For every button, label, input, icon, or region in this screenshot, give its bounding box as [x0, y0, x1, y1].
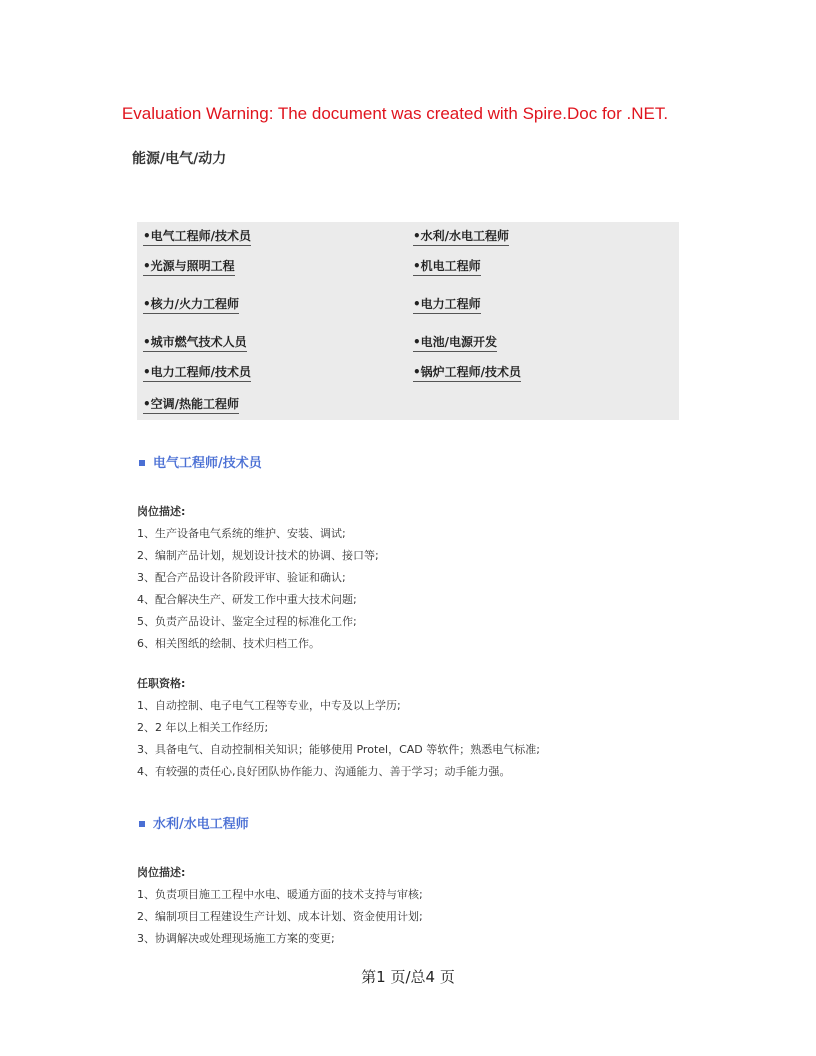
desc-label: 岗位描述: — [137, 505, 186, 518]
job-links-box — [137, 222, 679, 420]
square-bullet-icon — [139, 821, 145, 827]
page-title: 能源/电气/动力 — [132, 151, 227, 167]
link-hydro-engineer[interactable]: •水利/水电工程师 — [413, 229, 509, 246]
list-item: 2、编制产品计划，规划设计技术的协调、接口等; — [137, 549, 379, 562]
job-qualifications — [137, 673, 540, 783]
section-heading — [139, 452, 262, 471]
link-lighting-engineering[interactable]: •光源与照明工程 — [143, 259, 235, 276]
list-item: 2、编制项目工程建设生产计划、成本计划、资金使用计划; — [137, 910, 423, 923]
list-item: 5、负责产品设计、鉴定全过程的标准化工作; — [137, 615, 357, 628]
desc-label: 岗位描述: — [137, 866, 186, 879]
section-heading-text: 水利/水电工程师 — [153, 817, 249, 832]
list-item: 1、负责项目施工工程中水电、暖通方面的技术支持与审核; — [137, 888, 423, 901]
list-item: 4、配合解决生产、研发工作中重大技术问题; — [137, 593, 357, 606]
list-item: 2、2 年以上相关工作经历; — [137, 721, 269, 734]
job-description — [137, 862, 423, 950]
list-item: 3、具备电气、自动控制相关知识；能够使用 Protel，CAD 等软件；熟悉电气标准; — [137, 743, 540, 756]
link-hvac-engineer[interactable]: •空调/热能工程师 — [143, 397, 239, 414]
link-electrical-engineer[interactable]: •电气工程师/技术员 — [143, 229, 251, 246]
square-bullet-icon — [139, 460, 145, 466]
qual-label: 任职资格: — [137, 677, 186, 690]
link-boiler-engineer[interactable]: •锅炉工程师/技术员 — [413, 365, 521, 382]
section-heading — [139, 813, 249, 832]
page-footer: 第1 页/总4 页 — [361, 968, 455, 986]
job-description — [137, 501, 379, 655]
list-item: 6、相关图纸的绘制、技术归档工作。 — [137, 637, 320, 650]
section-heading-text: 电气工程师/技术员 — [153, 456, 262, 471]
link-power-technician[interactable]: •电力工程师/技术员 — [143, 365, 251, 382]
list-item: 3、配合产品设计各阶段评审、验证和确认; — [137, 571, 346, 584]
evaluation-warning: Evaluation Warning: The document was created with Spire.Doc for .NET. — [121, 104, 669, 123]
list-item: 4、有较强的责任心,良好团队协作能力、沟通能力、善于学习；动手能力强。 — [137, 765, 511, 778]
link-battery-development[interactable]: •电池/电源开发 — [413, 335, 497, 352]
link-gas-technician[interactable]: •城市燃气技术人员 — [143, 335, 247, 352]
list-item: 1、自动控制、电子电气工程等专业，中专及以上学历; — [137, 699, 401, 712]
link-mechatronics-engineer[interactable]: •机电工程师 — [413, 259, 481, 276]
link-power-engineer[interactable]: •电力工程师 — [413, 297, 481, 314]
list-item: 1、生产设备电气系统的维护、安装、调试; — [137, 527, 346, 540]
link-nuclear-thermal-engineer[interactable]: •核力/火力工程师 — [143, 297, 239, 314]
list-item: 3、协调解决或处理现场施工方案的变更; — [137, 932, 335, 945]
